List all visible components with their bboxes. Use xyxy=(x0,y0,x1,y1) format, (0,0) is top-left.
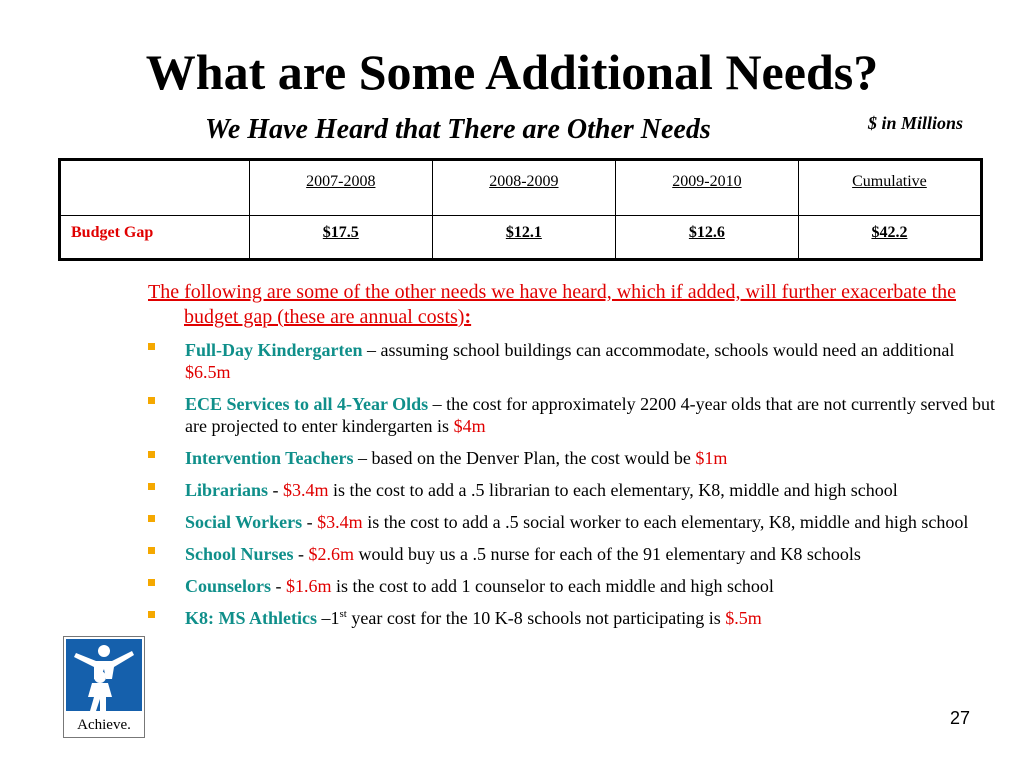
bullet-square-icon xyxy=(148,579,155,586)
need-separator: – xyxy=(362,340,381,360)
list-item xyxy=(148,607,998,629)
intro-colon: : xyxy=(464,306,472,328)
need-text: the cost for approximately 2200 4-year olds that are not currently served but are projected to enter kindergarten is xyxy=(185,394,995,436)
table-header-2007-2008: 2007-2008 xyxy=(249,160,432,216)
bullet-square-icon xyxy=(148,397,155,404)
need-text: 1 xyxy=(330,608,340,628)
table-header-2009-2010: 2009-2010 xyxy=(615,160,798,216)
list-item xyxy=(148,339,998,383)
need-amount: $4m xyxy=(453,416,486,436)
need-amount: $6.5m xyxy=(185,362,231,382)
bullet-square-icon xyxy=(148,515,155,522)
need-separator: – xyxy=(353,448,372,468)
need-text-post: would buy us a .5 nurse for each of the 91 elementary and K8 schools xyxy=(354,544,861,564)
bullet-square-icon xyxy=(148,451,155,458)
need-amount: $2.6m xyxy=(308,544,355,564)
need-text-2: year cost for the 10 K-8 schools not participating is xyxy=(346,608,726,628)
table-cell: $42.2 xyxy=(798,216,981,260)
bullet-square-icon xyxy=(148,611,155,618)
row-label-budget-gap: Budget Gap xyxy=(60,216,250,260)
slide-title: What are Some Additional Needs? xyxy=(145,44,879,100)
need-name: Social Workers xyxy=(185,512,303,532)
table-header-blank xyxy=(60,160,250,216)
list-item xyxy=(148,575,998,597)
need-name: Intervention Teachers xyxy=(185,448,354,468)
need-name: Counselors xyxy=(185,576,272,596)
need-text: assuming school buildings can accommodate, schools would need an additional xyxy=(380,340,955,360)
list-item xyxy=(148,447,998,469)
need-separator: – xyxy=(428,394,447,414)
intro-paragraph xyxy=(148,280,998,330)
bullet-square-icon xyxy=(148,547,155,554)
need-amount: $3.4m xyxy=(283,480,329,500)
need-name: ECE Services to all 4-Year Olds xyxy=(185,394,429,414)
list-item xyxy=(148,543,998,565)
bullet-square-icon xyxy=(148,483,155,490)
list-item xyxy=(148,393,998,437)
slide-subtitle: We Have Heard that There are Other Needs xyxy=(205,114,711,145)
need-amount: $1m xyxy=(695,448,728,468)
need-separator: – xyxy=(317,608,331,628)
parent-child-silhouette-icon xyxy=(66,639,142,711)
achieve-logo xyxy=(63,636,145,738)
need-text-post: is the cost to add a .5 librarian to each elementary, K8, middle and high school xyxy=(328,480,898,500)
list-item xyxy=(148,511,998,533)
units-note: $ in Millions xyxy=(868,113,964,133)
needs-list xyxy=(148,339,998,639)
page-number: 27 xyxy=(949,708,970,728)
need-name: School Nurses xyxy=(185,544,294,564)
table-cell: $12.6 xyxy=(615,216,798,260)
need-separator: - xyxy=(302,512,318,532)
intro-text: The following are some of the other needs we have heard, which if added, will further exacerbate the budget gap (these are annual costs) xyxy=(148,281,956,328)
table-header-2008-2009: 2008-2009 xyxy=(432,160,615,216)
list-item xyxy=(148,479,998,501)
table-header-row xyxy=(60,160,982,216)
need-separator: - xyxy=(268,480,284,500)
budget-gap-table xyxy=(58,158,983,261)
table-cell: $12.1 xyxy=(432,216,615,260)
need-name: Librarians xyxy=(185,480,269,500)
need-name: K8: MS Athletics xyxy=(185,608,317,628)
need-name: Full-Day Kindergarten xyxy=(185,340,363,360)
need-text-post: is the cost to add a .5 social worker to each elementary, K8, middle and high school xyxy=(362,512,969,532)
need-amount: $.5m xyxy=(725,608,762,628)
need-superscript: st xyxy=(339,608,347,620)
bullet-square-icon xyxy=(148,343,155,350)
need-amount: $3.4m xyxy=(317,512,363,532)
table-row xyxy=(60,216,982,260)
need-text-post: is the cost to add 1 counselor to each middle and high school xyxy=(331,576,774,596)
need-amount: $1.6m xyxy=(286,576,332,596)
need-separator: - xyxy=(293,544,309,564)
table-cell: $17.5 xyxy=(249,216,432,260)
logo-text: Achieve. xyxy=(77,717,131,733)
need-text: based on the Denver Plan, the cost would be xyxy=(371,448,696,468)
need-separator: - xyxy=(271,576,287,596)
logo-panel xyxy=(66,639,142,711)
table-header-cumulative: Cumulative xyxy=(798,160,981,216)
